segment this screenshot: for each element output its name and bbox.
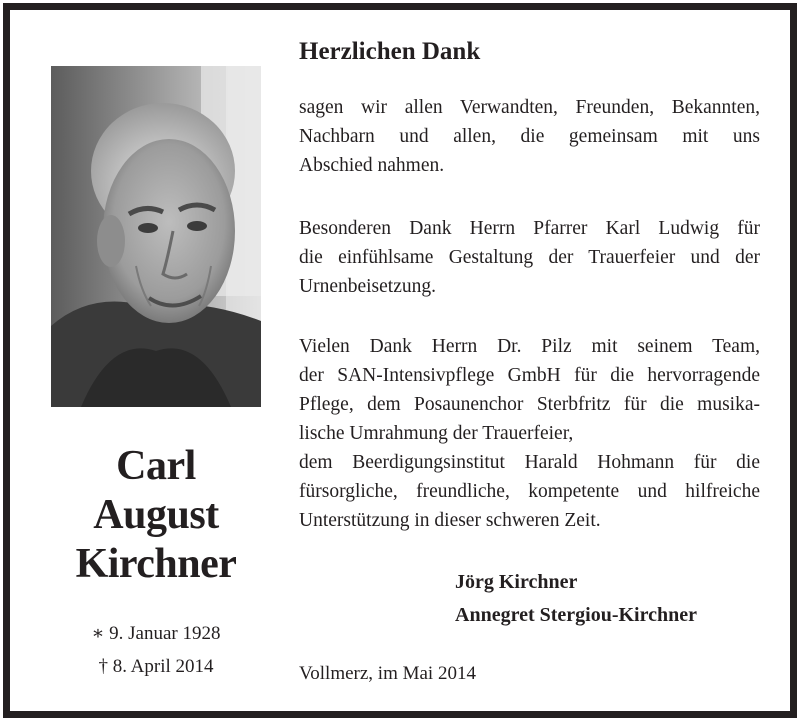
paragraph-thanks (299, 93, 760, 180)
deceased-name (40, 442, 272, 589)
paragraph-care (299, 332, 760, 535)
paragraph-pastor (299, 214, 760, 301)
text-line: Unterstützung in dieser schweren Zeit. (299, 510, 601, 531)
signers (455, 566, 697, 632)
signer-name: Jörg Kirchner (455, 571, 578, 593)
text-line: fürsorgliche, freundliche, kompetente und hilfreiche (299, 481, 760, 502)
text-line: Urnenbeisetzung. (299, 276, 436, 297)
last-name: Kirchner (75, 541, 237, 587)
text-line: der SAN-Intensivpflege GmbH für die hervorragende (299, 365, 760, 386)
portrait-photo (51, 66, 261, 407)
death-date: † 8. April 2014 (98, 656, 214, 677)
heading-title: Herzlichen Dank (299, 38, 481, 65)
middle-name: August (93, 492, 219, 538)
text-line: Vielen Dank Herrn Dr. Pilz mit seinem Team, (299, 336, 760, 357)
text-line: Nachbarn und allen, die gemeinsam mit uns (299, 126, 760, 147)
text-line: dem Beerdigungsinstitut Harald Hohmann für die (299, 452, 760, 473)
text-line: die einfühlsame Gestaltung der Trauerfeier und der (299, 247, 760, 268)
text-line: Abschied nahmen. (299, 155, 445, 176)
text-line: sagen wir allen Verwandten, Freunden, Bekannten, (299, 97, 760, 118)
place-date: Vollmerz, im Mai 2014 (299, 663, 476, 684)
life-dates (40, 617, 272, 683)
first-name: Carl (116, 443, 196, 489)
birth-date: ∗ 9. Januar 1928 (91, 623, 221, 644)
text-line: Besonderen Dank Herrn Pfarrer Karl Ludwig für (299, 218, 760, 239)
signer-name: Annegret Stergiou-Kirchner (455, 604, 698, 626)
text-line: Pflege, dem Posaunenchor Sterbfritz für die musika- (299, 394, 760, 415)
text-line: lische Umrahmung der Trauerfeier, (299, 423, 574, 444)
